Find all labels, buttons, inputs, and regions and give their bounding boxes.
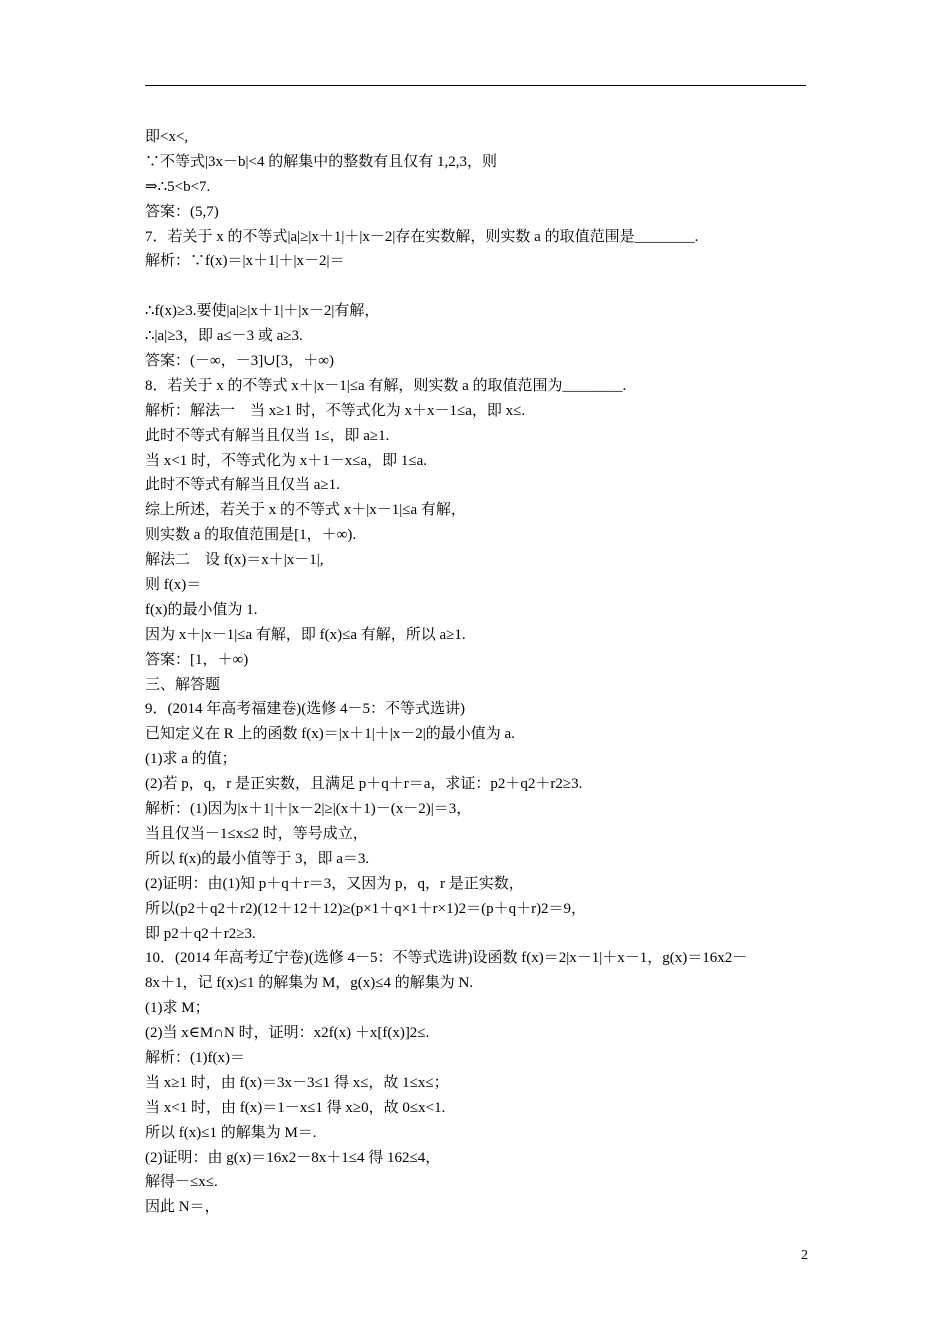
text-line: 综上所述，若关于 x 的不等式 x＋|x－1|≤a 有解， [145,502,466,519]
text-line: 7．若关于 x 的不等式|a|≥|x＋1|＋|x－2|存在实数解，则实数 a 的取值范围是________. [145,228,699,245]
text-line: 答案：[1，＋∞) [145,651,249,668]
text-line: ∴f(x)≥3.要使|a|≥|x＋1|＋|x－2|有解， [145,303,380,320]
text-line: (2)证明：由(1)知 p＋q＋r＝3，又因为 p，q，r 是正实数， [145,875,524,892]
text-line: 所以 f(x)≤1 的解集为 M＝. [145,1124,317,1141]
text-line: 解得－≤x≤. [145,1174,218,1191]
text-line: 解析：(1)f(x)＝ [145,1049,245,1066]
text-line: 8x＋1，记 f(x)≤1 的解集为 M，g(x)≤4 的解集为 N. [145,975,474,992]
text-line: 所以 f(x)的最小值等于 3，即 a＝3. [145,850,370,867]
text-line: (1)求 a 的值； [145,751,237,768]
text-line: 8．若关于 x 的不等式 x＋|x－1|≤a 有解，则实数 a 的取值范围为________. [145,377,627,394]
text-line: 此时不等式有解当且仅当 1≤，即 a≥1. [145,427,390,444]
page-number: 2 [801,1248,808,1263]
text-line: 所以(p2＋q2＋r2)(12＋12＋12)≥(p×1＋q×1＋r×1)2＝(p＋q＋r)2＝9， [145,900,587,917]
text-line: 解析：(1)因为|x＋1|＋|x－2|≥|(x＋1)－(x－2)|＝3， [145,801,472,818]
text-line: 解法二 设 f(x)＝x＋|x－1|, [145,552,324,569]
text-line: (2)若 p，q，r 是正实数，且满足 p＋q＋r＝a，求证：p2＋q2＋r2≥3. [145,776,583,793]
text-line: 三、解答题 [145,676,221,693]
text-line: 因为 x＋|x－1|≤a 有解，即 f(x)≤a 有解，所以 a≥1. [145,626,466,643]
text-line: f(x)的最小值为 1. [145,601,258,618]
text-line: 已知定义在 R 上的函数 f(x)＝|x＋1|＋|x－2|的最小值为 a. [145,726,515,743]
text-line: (2)当 x∈M∩N 时，证明：x2f(x) ＋x[f(x)]2≤. [145,1025,430,1042]
text-line: (1)求 M； [145,1000,210,1017]
text-line: 答案：(－∞，－3]∪[3，＋∞) [145,353,334,370]
text-line: 因此 N＝， [145,1199,220,1216]
text-line: 当且仅当－1≤x≤2 时，等号成立， [145,825,368,842]
text-line: ⇒∴5<b<7. [145,178,211,195]
text-line: 当 x≥1 时，由 f(x)＝3x－3≤1 得 x≤，故 1≤x≤； [145,1074,449,1091]
header-rule [145,85,806,86]
text-line: ∴|a|≥3，即 a≤－3 或 a≥3. [145,328,303,345]
text-line: (2)证明：由 g(x)＝16x2－8x＋1≤4 得 162≤4， [145,1149,441,1166]
text-line: 此时不等式有解当且仅当 a≥1. [145,477,340,494]
text-line: 解析：解法一 当 x≥1 时，不等式化为 x＋x－1≤a，即 x≤. [145,402,526,419]
document-body [145,125,810,1220]
text-line: ∵不等式|3x－b|<4 的解集中的整数有且仅有 1,2,3，则 [145,153,497,170]
text-line [145,274,810,299]
text-line: 解析：∵f(x)＝|x＋1|＋|x－2|＝ [145,253,345,270]
text-line: 则 f(x)＝ [145,577,202,594]
text-line: 当 x<1 时，不等式化为 x＋1－x≤a，即 1≤a. [145,452,427,469]
text-line: 则实数 a 的取值范围是[1，＋∞). [145,527,357,544]
text-line: 10．(2014 年高考辽宁卷)(选修 4－5：不等式选讲)设函数 f(x)＝2|x－1|＋x－1，g(x)＝16x2－ [145,950,748,967]
text-line: 即 p2＋q2＋r2≥3. [145,925,256,942]
text-line: 即<x<, [145,129,189,145]
text-line: 当 x<1 时，由 f(x)＝1－x≤1 得 x≥0，故 0≤x<1. [145,1099,446,1116]
text-line: 答案：(5,7) [145,203,219,220]
text-line: 9．(2014 年高考福建卷)(选修 4－5：不等式选讲) [145,701,465,718]
